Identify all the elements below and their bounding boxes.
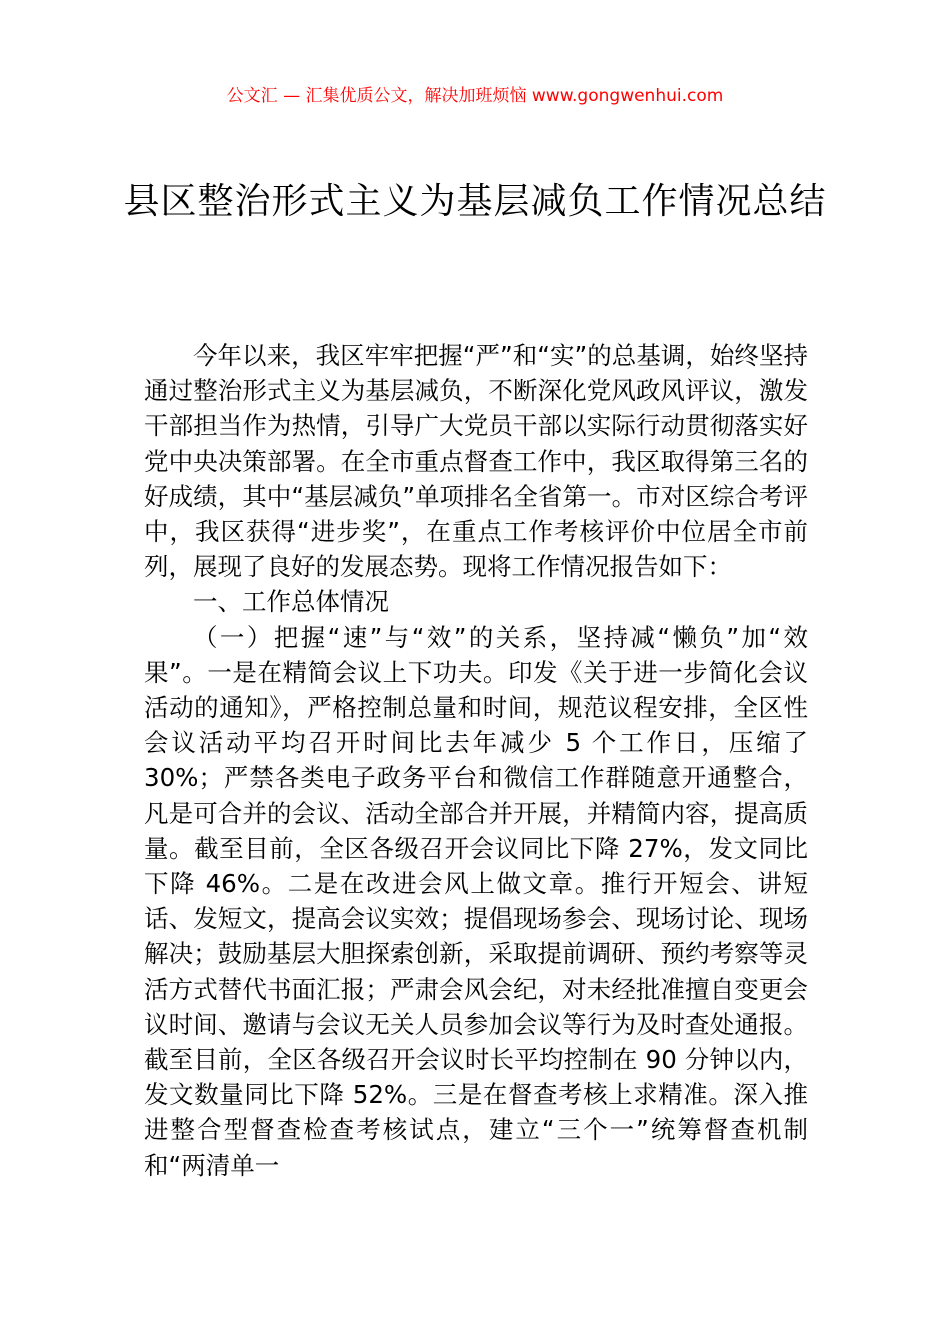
document-body [144, 338, 808, 1183]
intro-paragraph: 今年以来，我区牢牢把握“严”和“实”的总基调，始终坚持通过整治形式主义为基层减负，不断深化党风政风评议，激发干部担当作为热情，引导广大党员干部以实际行动贯彻落实好党中央决策部署。在全市重点督查工作中，我区取得第三名的好成绩，其中“基层减负”单项排名全省第一。市对区综合考评中，我区获得“进步奖”，在重点工作考核评价中位居全市前列，展现了良好的发展态势。现将工作情况报告如下： [144, 341, 808, 582]
header-banner[interactable]: 公文汇 — 汇集优质公文，解决加班烦恼 www.gongwenhui.com [226, 86, 724, 106]
section-heading: 一、工作总体情况 [193, 587, 389, 617]
body-paragraph: （一）把握“速”与“效”的关系，坚持减“懒负”加“效果”。一是在精简会议上下功夫。印发《关于进一步简化会议活动的通知》，严格控制总量和时间，规范议程安排，全区性会议活动平均召开时间比去年减少 5 个工作日，压缩了 30%；严禁各类电子政务平台和微信工作群随意开通整合，凡是可合并的会议、活动全部合并开展，并精简内容，提高质量。截至目前，全区各级召开会议同比下降 27%，发文同比下降 46%。二是在改进会风上做文章。推行开短会、讲短话、发短文，提高会议实效；提倡现场参会、现场讨论、现场解决；鼓励基层大胆探索创新，采取提前调研、预约考察等灵活方式替代书面汇报；严肃会风会纪，对未经批准擅自变更会议时间、邀请与会议无关人员参加会议等行为及时查处通报。截至目前，全区各级召开会议时长平均控制在 90 分钟以内，发文数量同比下降 52%。三是在督查考核上求精准。深入推进整合型督查检查考核试点，建立“三个一”统筹督查机制和“两清单一 [144, 622, 808, 1180]
document-title: 县区整治形式主义为基层减负工作情况总结 [123, 181, 827, 222]
